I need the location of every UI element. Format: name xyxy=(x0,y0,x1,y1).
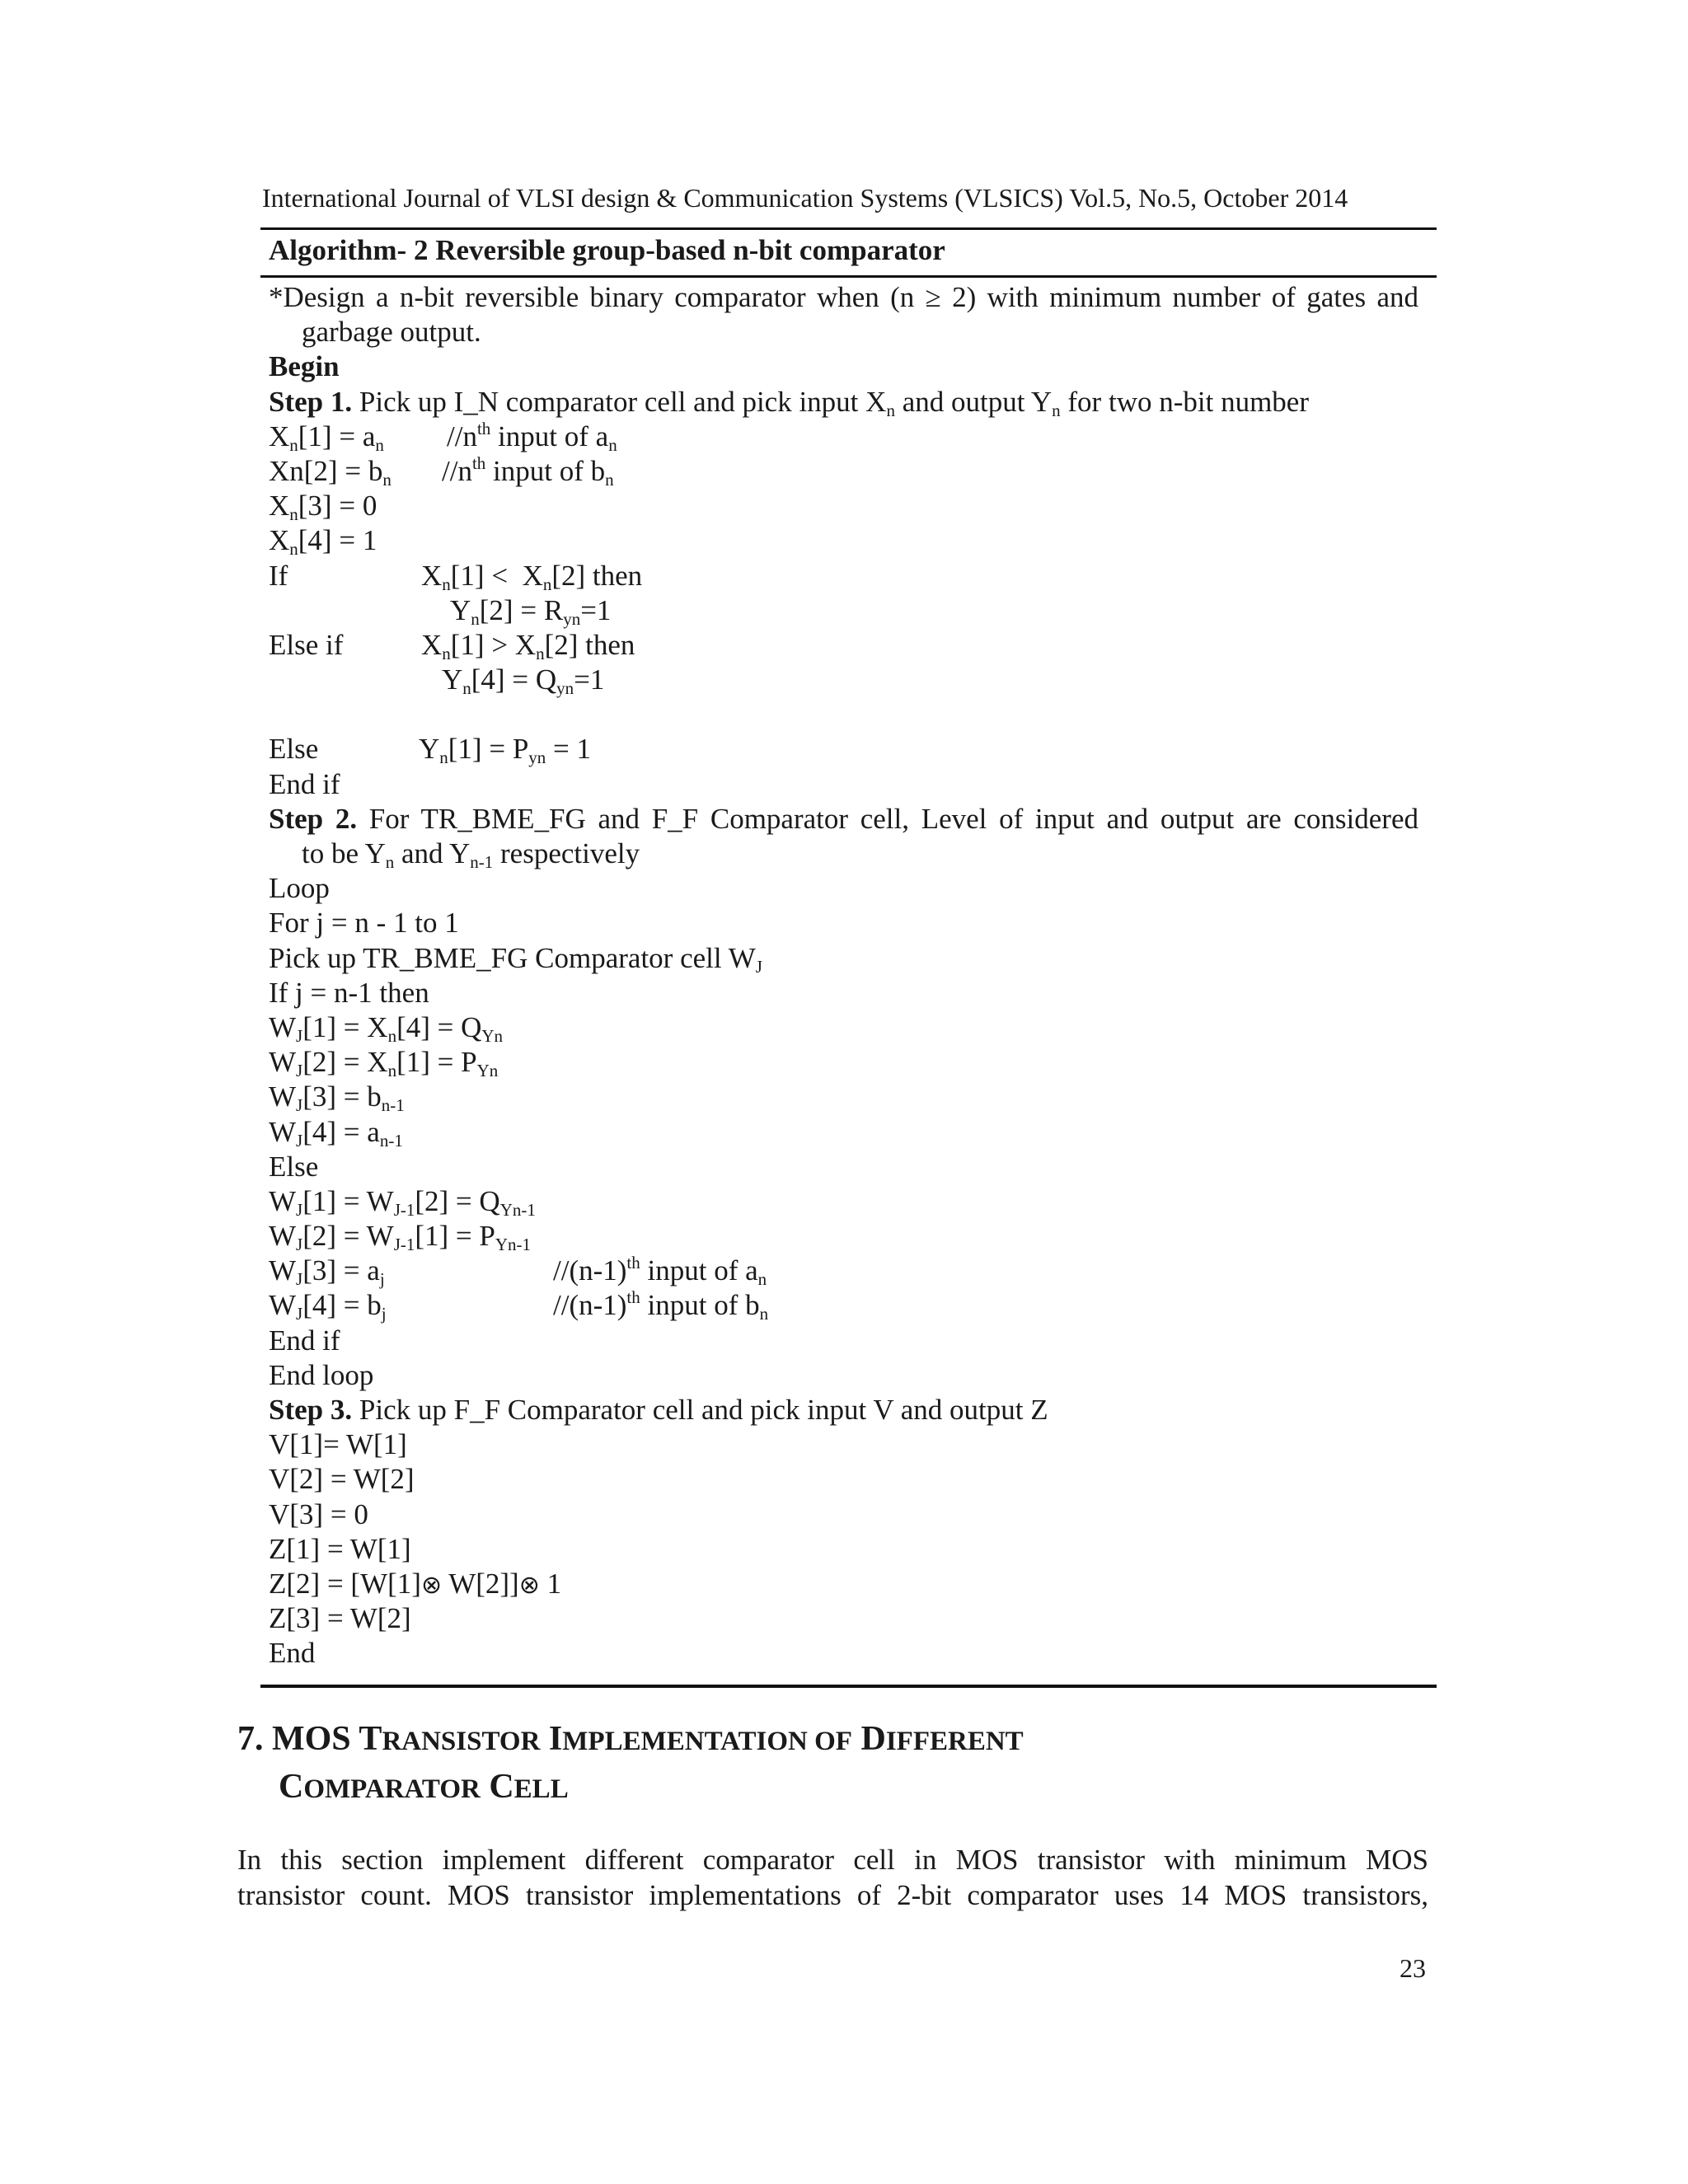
assign-wj1: $W_J[1] = X_n[4] = Q_{Yn}$ xyxy=(269,1010,504,1046)
algorithm-body xyxy=(269,280,1439,1671)
assign-xn3: $X_n[3] = 0$ xyxy=(269,490,377,525)
section-title-line-2: COMPARATOR CELL xyxy=(279,1768,569,1806)
step-2-cont: to be $Y_n$ and $Y_{n-1}$ respectively xyxy=(302,837,640,872)
if-line: If $X_n[1] < X_n[2]$ then xyxy=(269,559,643,594)
if-j-line: If j = n-1 then xyxy=(269,976,429,1009)
assign-v1: V[1]= W[1] xyxy=(269,1428,407,1461)
assign-z2: Z[2] = [W[1]⊗ W[2]]⊗ 1 xyxy=(269,1567,562,1600)
algorithm-title: Algorithm- 2 Reversible group-based n-bit comparator xyxy=(269,234,945,266)
paragraph-line-1: In this section implement different comparator cell in MOS transistor with minimum MOS xyxy=(237,1844,1428,1876)
assign-wj4-else: $W_J[4] = b_j$ $//(n-1)^{th}$ input of $b_n$ xyxy=(269,1287,769,1324)
pickup-w-line: Pick up TR_BME_FG Comparator cell $W_J$ xyxy=(269,941,762,977)
assign-v3: V[3] = 0 xyxy=(269,1497,368,1530)
page-number: 23 xyxy=(1400,1953,1426,1983)
algorithm-description: *Design a n-bit reversible binary comparator when (n ≥ 2) with minimum number of gates and xyxy=(269,281,1418,313)
algorithm-title-rule xyxy=(260,275,1437,278)
paragraph-line-2: transistor count. MOS transistor implementations of 2-bit comparator uses 14 MOS transistors, xyxy=(237,1878,1428,1911)
endif-line: End if xyxy=(269,767,340,800)
else-loop-line: Else xyxy=(269,1150,319,1183)
assign-z3: Z[3] = W[2] xyxy=(269,1602,411,1635)
else-line: Else $Y_n[1] = P_{yn} = 1$ xyxy=(269,733,592,768)
assign-wj2-else: $W_J[2] = W_{J-1}[1] = P_{Yn-1}$ xyxy=(269,1220,532,1255)
endif-loop-line: End if xyxy=(269,1324,340,1357)
assign-wj4: $W_J[4] = a_{n-1}$ xyxy=(269,1115,403,1151)
assign-wj3: $W_J[3] = b_{n-1}$ xyxy=(269,1080,405,1116)
assign-xn4: $X_n[4] = 1$ xyxy=(269,524,377,560)
assign-wj1-else: $W_J[1] = W_{J-1}[2] = Q_{Yn-1}$ xyxy=(269,1184,536,1220)
assign-xn1: $X_n[1] = a_n$ $//n^{th}$ input of $a_n$ xyxy=(269,418,617,455)
end-loop-line: End loop xyxy=(269,1358,374,1391)
elseif-result: $Y_n[4] = Q_{yn}=1$ xyxy=(442,663,605,699)
header-rule xyxy=(260,227,1437,230)
algorithm-end: End xyxy=(269,1637,316,1670)
for-line: For j = n - 1 to 1 xyxy=(269,907,459,940)
if-result: $Y_n[2] = R_{yn}=1$ xyxy=(450,593,612,629)
assign-wj3-else: $W_J[3] = a_j$ $//(n-1)^{th}$ input of $a_n$ xyxy=(269,1253,767,1290)
algorithm-begin: Begin xyxy=(269,350,340,383)
step-2: Step 2. For TR_BME_FG and F_F Comparator cell, Level of input and output are considered xyxy=(269,802,1418,835)
blank-line xyxy=(269,697,1439,732)
step-3: Step 3. Pick up F_F Comparator cell and pick input V and output Z xyxy=(269,1394,1048,1426)
assign-v2: V[2] = W[2] xyxy=(269,1463,415,1496)
assign-xn2: $Xn[2] = b_n$ $//n^{th}$ input of $b_n$ xyxy=(269,452,614,490)
assign-z1: Z[1] = W[1] xyxy=(269,1532,411,1565)
loop-line: Loop xyxy=(269,872,330,905)
journal-header: International Journal of VLSI design & Communication Systems (VLSICS) Vol.5, No.5, October 2014 xyxy=(262,183,1348,213)
elseif-line: Else if $X_n[1] > X_n[2]$ then xyxy=(269,628,635,663)
algorithm-description-cont: garbage output. xyxy=(302,316,481,349)
assign-wj2: $W_J[2] = X_n[1] = P_{Yn}$ xyxy=(269,1046,499,1081)
section-paragraph xyxy=(237,1843,1428,1913)
step-1: Step 1. Pick up I_N comparator cell and pick input $X_n$ and output $Y_n$ for two n-bit number xyxy=(269,385,1309,420)
section-title-line-1: 7. MOS TRANSISTOR IMPLEMENTATION OF DIFFERENT xyxy=(237,1720,1024,1758)
algorithm-bottom-rule xyxy=(260,1685,1437,1688)
section-title xyxy=(237,1717,1024,1812)
